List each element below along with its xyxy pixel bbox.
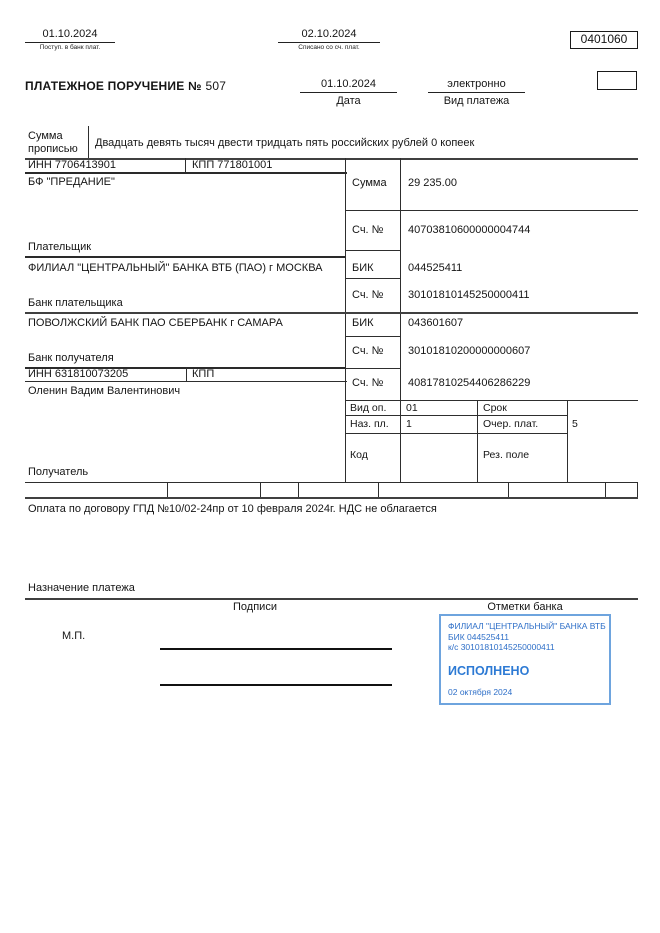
payer-account: 40703810600000004744	[408, 224, 531, 236]
payer-label: Плательщик	[28, 241, 92, 253]
payee-bank-label: Банк получателя	[28, 352, 114, 364]
grid-line	[88, 126, 89, 158]
payer-bank-account: 30101810145250000411	[408, 289, 530, 301]
op-term-label: Срок	[483, 402, 507, 414]
grid-line	[25, 312, 638, 314]
signature-line-1	[160, 648, 392, 650]
grid-line	[637, 482, 638, 497]
op-code-label: Код	[350, 449, 368, 461]
doc-title	[25, 80, 226, 93]
doc-date: 01.10.2024	[300, 78, 397, 93]
grid-line	[25, 381, 347, 382]
grid-line	[260, 482, 261, 497]
received-date-field	[25, 28, 115, 51]
payer-bank-account-label: Сч. №	[352, 289, 384, 301]
grid-line	[345, 415, 567, 416]
stamp-bik: БИК 044525411	[448, 631, 509, 642]
debited-date-label: Списано со сч. плат.	[298, 44, 360, 51]
payee-account: 40817810254406286229	[408, 377, 531, 389]
payee-bank-account-label: Сч. №	[352, 345, 384, 357]
debited-date-field	[278, 28, 380, 51]
stamp-date: 02 октября 2024	[448, 686, 513, 697]
payer-kpp: КПП 771801001	[192, 159, 273, 171]
payee-bank-bik: 043601607	[408, 317, 464, 329]
payer-bank-bik-label: БИК	[352, 262, 374, 274]
grid-line	[567, 400, 568, 482]
payee-bank-account: 30101810200000000607	[408, 345, 531, 357]
doc-title-text: ПЛАТЕЖНОЕ ПОРУЧЕНИЕ №	[25, 79, 202, 93]
grid-line	[25, 158, 638, 160]
payee-kpp: КПП	[192, 368, 215, 380]
doc-date-label: Дата	[336, 95, 361, 107]
purpose-label: Назначение платежа	[28, 582, 135, 594]
op-purpose-code-value: 1	[406, 418, 412, 430]
payee-bank-name: ПОВОЛЖСКИЙ БАНК ПАО СБЕРБАНК г САМАРА	[28, 317, 283, 329]
grid-line	[345, 433, 567, 434]
payee-name: Оленин Вадим Валентинович	[28, 385, 181, 397]
payer-inn: ИНН 7706413901	[28, 159, 117, 171]
payer-name: БФ "ПРЕДАНИЕ"	[28, 176, 115, 188]
doc-date-field	[300, 78, 397, 107]
signatures-label: Подписи	[233, 601, 277, 613]
received-date-label: Поступ. в банк плат.	[39, 44, 101, 51]
amount-sum-label: Сумма	[352, 177, 387, 189]
grid-line	[25, 497, 638, 499]
received-date: 01.10.2024	[25, 28, 115, 43]
amount-words: Двадцать девять тысяч двести тридцать пять российских рублей 0 копеек	[95, 137, 475, 149]
grid-line	[345, 400, 638, 401]
grid-line	[25, 172, 347, 174]
op-type-label: Вид оп.	[350, 402, 387, 414]
stamp-status: ИСПОЛНЕНО	[448, 663, 530, 678]
payer-bank-name: ФИЛИАЛ "ЦЕНТРАЛЬНЫЙ" БАНКА ВТБ (ПАО) г МОСКВА	[28, 262, 323, 274]
payer-bank-bik: 044525411	[408, 262, 463, 274]
payee-account-label: Сч. №	[352, 377, 384, 389]
grid-line	[345, 250, 400, 251]
stamp-bank-name: ФИЛИАЛ "ЦЕНТРАЛЬНЫЙ" БАНКА ВТБ	[448, 621, 606, 631]
debited-date: 02.10.2024	[278, 28, 380, 43]
grid-line	[605, 482, 606, 497]
grid-line	[25, 598, 638, 600]
op-priority-value: 5	[572, 418, 578, 430]
bank-marks-label: Отметки банка	[487, 601, 563, 613]
grid-line	[345, 210, 638, 211]
payer-bank-label: Банк плательщика	[28, 297, 123, 309]
payment-kind-code-box	[597, 71, 637, 90]
grid-line	[477, 400, 478, 482]
bank-stamp	[439, 614, 611, 705]
op-purpose-code-label: Наз. пл.	[350, 418, 389, 430]
grid-line	[345, 336, 400, 337]
grid-line	[25, 256, 345, 258]
purpose-text: Оплата по договору ГПД №10/02-24пр от 10 февраля 2024г. НДС не облагается	[28, 503, 437, 515]
payment-kind-label: Вид платежа	[443, 95, 510, 107]
doc-number: 507	[205, 79, 227, 93]
payee-label: Получатель	[28, 466, 89, 478]
grid-line	[185, 158, 186, 172]
amount-words-label: Сумма прописью	[28, 130, 78, 155]
grid-line	[186, 367, 187, 381]
grid-line	[298, 482, 299, 497]
grid-line	[345, 278, 400, 279]
grid-line	[508, 482, 509, 497]
op-reserve-label: Рез. поле	[483, 449, 530, 461]
form-code-box: 0401060	[570, 31, 638, 49]
grid-line	[378, 482, 379, 497]
payment-kind-field	[428, 78, 525, 107]
op-priority-label: Очер. плат.	[483, 418, 539, 430]
signature-line-2	[160, 684, 392, 686]
op-type-value: 01	[406, 402, 418, 414]
payment-kind: электронно	[428, 78, 525, 93]
grid-line	[167, 482, 168, 497]
stamp-corr-account: к/с 30101810145250000411	[448, 642, 555, 652]
amount-sum-value: 29 235.00	[408, 177, 457, 189]
grid-line	[25, 482, 638, 483]
payee-bank-bik-label: БИК	[352, 317, 374, 329]
payer-account-label: Сч. №	[352, 224, 384, 236]
payee-inn: ИНН 631810073205	[28, 368, 129, 380]
grid-line	[345, 368, 400, 369]
mp-label: М.П.	[62, 630, 86, 642]
